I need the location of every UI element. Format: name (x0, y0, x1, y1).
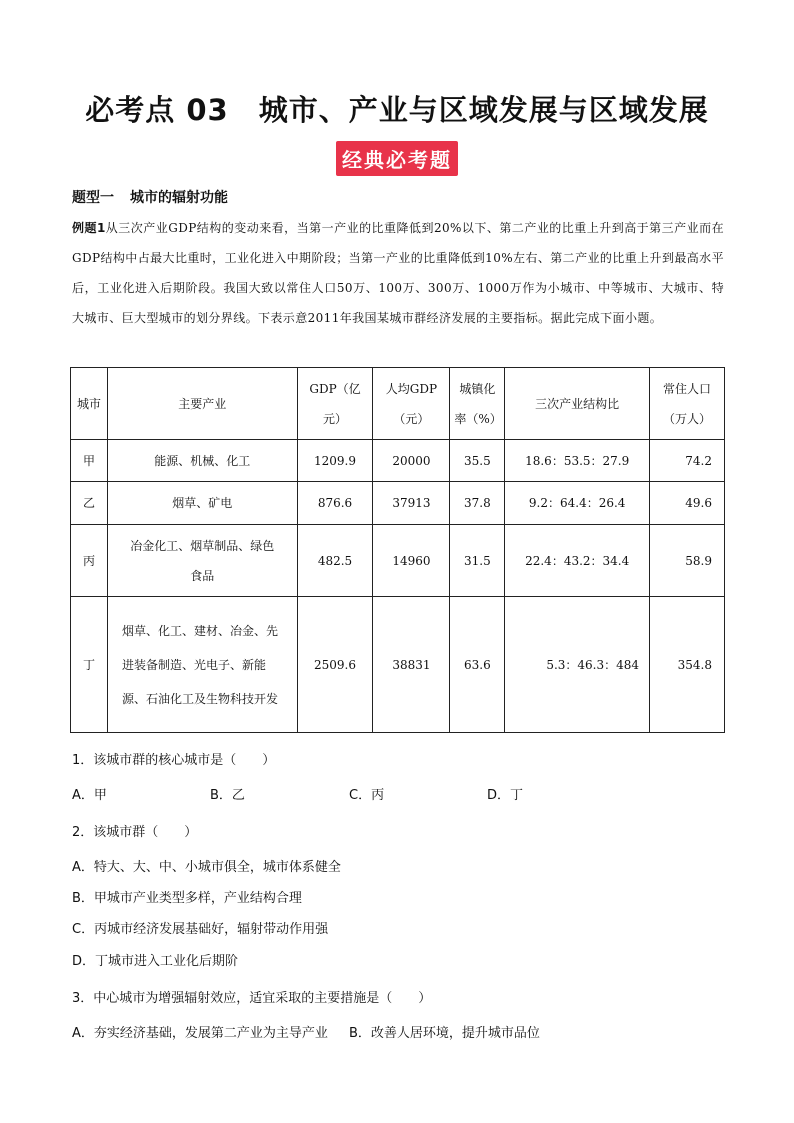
q3-option-a[interactable]: A．夯实经济基础，发展第二产业为主导产业 (72, 1026, 328, 1041)
q2-option-d[interactable]: D．丁城市进入工业化后期阶 (72, 954, 239, 969)
section-heading (72, 187, 228, 207)
q2-option-c[interactable]: C．丙城市经济发展基础好，辐射带动作用强 (72, 922, 329, 937)
cell-population: 58.9 (650, 525, 725, 597)
cell-gdp-per-capita: 37913 (373, 482, 450, 525)
question-3-stem: 3．中心城市为增强辐射效应，适宜采取的主要措施是（ ） (72, 991, 432, 1006)
q2-option-a[interactable]: A．特大、大、中、小城市俱全，城市体系健全 (72, 860, 341, 875)
question-2-stem: 2．该城市群（ ） (72, 825, 198, 840)
q1-option-b[interactable]: B．乙 (210, 788, 245, 803)
cell-population: 354.8 (650, 597, 725, 733)
header-industry: 主要产业 (107, 368, 297, 440)
cell-gdp: 1209.9 (297, 440, 373, 482)
section-label: 题型一 (72, 190, 114, 206)
q2-option-b[interactable]: B．甲城市产业类型多样，产业结构合理 (72, 891, 302, 906)
cell-city: 甲 (71, 440, 108, 482)
cell-structure: 22.4：43.2：34.4 (505, 525, 650, 597)
q3-option-b[interactable]: B．改善人居环境，提升城市品位 (349, 1026, 540, 1041)
page-title: 必考点 03 城市、产业与区域发展与区域发展 (85, 93, 709, 127)
cell-industry: 能源、机械、化工 (107, 440, 297, 482)
example-lead: 例题1 (72, 221, 106, 235)
table-row (71, 597, 725, 733)
cell-gdp-per-capita: 20000 (373, 440, 450, 482)
cell-industry: 烟草、矿电 (107, 482, 297, 525)
question-1-stem: 1．该城市群的核心城市是（ ） (72, 753, 276, 768)
cell-gdp-per-capita: 38831 (373, 597, 450, 733)
section-name: 城市的辐射功能 (130, 190, 228, 206)
cell-city: 丁 (71, 597, 108, 733)
cell-industry: 烟草、化工、建材、冶金、先进装备制造、光电子、新能源、石油化工及生物科技开发 (107, 597, 297, 733)
q1-option-a[interactable]: A．甲 (72, 788, 107, 803)
cell-city: 丙 (71, 525, 108, 597)
header-population: 常住人口（万人） (650, 368, 725, 440)
example-passage (72, 213, 724, 333)
cell-urbanization: 37.8 (450, 482, 505, 525)
cell-city: 乙 (71, 482, 108, 525)
example-text: 从三次产业GDP结构的变动来看，当第一产业的比重降低到20%以下、第二产业的比重上升到高于第三产业而在GDP结构中占最大比重时，工业化进入中期阶段；当第一产业的比重降低到10%左右、第二产业的比重上升到最高水平后，工业化进入后期阶段。我国大致以常住人口50万、100万、300万、1000万作为小城市、中等城市、大城市、特大城市、巨大型城市的划分界线。下表示意2011年我国某城市群经济发展的主要指标。据此完成下面小题。 (72, 221, 724, 325)
classic-exam-badge: 经典必考题 (336, 141, 458, 176)
table-row (71, 440, 725, 482)
q1-option-c[interactable]: C．丙 (349, 788, 385, 803)
cell-gdp-per-capita: 14960 (373, 525, 450, 597)
cell-population: 49.6 (650, 482, 725, 525)
cell-structure: 9.2：64.4：26.4 (505, 482, 650, 525)
cell-structure: 18.6：53.5：27.9 (505, 440, 650, 482)
cell-gdp: 482.5 (297, 525, 373, 597)
header-city: 城市 (71, 368, 108, 440)
cell-gdp: 876.6 (297, 482, 373, 525)
cell-population: 74.2 (650, 440, 725, 482)
q1-option-d[interactable]: D．丁 (487, 788, 524, 803)
cell-industry: 冶金化工、烟草制品、绿色食品 (107, 525, 297, 597)
cell-gdp: 2509.6 (297, 597, 373, 733)
badge-container (0, 141, 794, 176)
header-gdp-per-capita: 人均GDP（元） (373, 368, 450, 440)
cell-structure: 5.3：46.3：484 (505, 597, 650, 733)
table-row (71, 482, 725, 525)
cell-urbanization: 35.5 (450, 440, 505, 482)
cell-urbanization: 31.5 (450, 525, 505, 597)
cell-urbanization: 63.6 (450, 597, 505, 733)
header-gdp: GDP（亿元） (297, 368, 373, 440)
table-row (71, 525, 725, 597)
header-urbanization: 城镇化率（%） (450, 368, 505, 440)
city-indicator-table (70, 367, 725, 733)
header-structure: 三次产业结构比 (505, 368, 650, 440)
table-header-row (71, 368, 725, 440)
